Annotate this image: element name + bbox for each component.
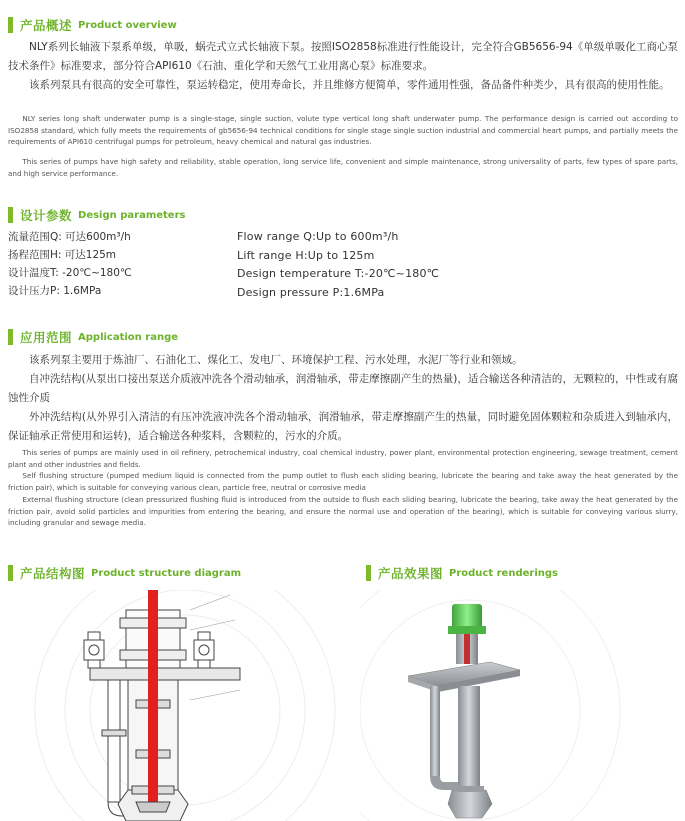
application-paragraph-cn-2: 自冲洗结构(从泵出口接出泵送介质液冲洗各个滑动轴承，润滑轴承，带走摩擦副产生的热量)，适合输送各种清洁的，无颗粒的，中性或有腐蚀性介质 <box>8 373 678 404</box>
product-rendering <box>360 590 685 821</box>
section-marker <box>8 329 13 345</box>
section-marker <box>8 565 13 581</box>
product-rendering-svg <box>360 590 685 821</box>
section-marker <box>8 207 13 223</box>
structure-title-en: Product structure diagram <box>91 567 242 579</box>
renderings-header <box>366 564 558 582</box>
param-temperature-cn: 设计温度T: -20℃~180℃ <box>8 267 132 279</box>
pump-shaft <box>148 590 158 805</box>
application-title-cn: 应用范围 <box>20 330 73 345</box>
design-params-cn <box>8 228 132 300</box>
param-lift-en: Lift range H:Up to 125m <box>237 248 375 262</box>
application-title-en: Application range <box>78 331 179 343</box>
param-flow-cn: 流量范围Q: 可达600m³/h <box>8 231 131 243</box>
param-pressure-cn: 设计压力P: 1.6MPa <box>8 285 102 297</box>
section-marker <box>8 17 13 33</box>
design-header <box>8 206 185 224</box>
param-temperature-en: Design temperature T:-20℃~180℃ <box>237 267 440 280</box>
overview-paragraph-en-2: This series of pumps have high safety and reliability, stable operation, long service life, convenient and simple maintenance, strong universality of parts, few types of spare parts, and high service performance. <box>8 157 678 178</box>
structure-header <box>8 564 241 582</box>
renderings-title-en: Product renderings <box>449 567 558 579</box>
param-lift-cn: 扬程范围H: 可达125m <box>8 249 117 261</box>
application-paragraph-en-3: External flushing structure (clean pressurized flushing fluid is introduced from the outside to flush each sliding bearing, lubricate the bearing, take away the heat generated by the friction pair, avoid solid particles and impurities from entering the bearing, and ensure the normal use and operation of the bearing), which is suitable for conveying various slurry, including granular and sewage media. <box>8 495 678 528</box>
structure-diagram <box>20 590 340 821</box>
application-paragraph-en-2: Self flushing structure (pumped medium liquid is connected from the pump outlet to flush each sliding bearing, lubricate the bearing and take away the heat generated by the friction pair), which is suitable for conveying various clean, particle free, neutral or corrosive media <box>8 471 678 492</box>
overview-paragraph-en-1: NLY series long shaft underwater pump is a single-stage, single suction, volute type vertical long shaft underwater pump. The performance design is carried out according to ISO2858 standard, which fully meets the requirements of gb5656-94 technical conditions for single stage single suction industrial and commercial heart pumps, and partially meets the requirements of API610 centrifugal pumps for petroleum, heavy chemical and natural gas industries. <box>8 114 678 147</box>
section-marker <box>366 565 371 581</box>
application-paragraph-cn-1: 该系列泵主要用于炼油厂、石油化工、煤化工、发电厂、环境保护工程、污水处理，水泥厂等行业和领域。 <box>29 354 523 366</box>
design-title-en: Design parameters <box>78 209 186 221</box>
overview-title-cn: 产品概述 <box>20 18 73 33</box>
param-flow-en: Flow range Q:Up to 600m³/h <box>237 230 399 243</box>
param-pressure-en: Design pressure P:1.6MPa <box>237 285 385 299</box>
structure-diagram-svg <box>20 590 340 821</box>
overview-header <box>8 16 177 34</box>
overview-paragraph-cn-1: NLY系列长轴液下泵系单级，单吸，蜗壳式立式长轴液下泵。按照ISO2858标准进行性能设计，完全符合GB5656-94《单级单吸化工商心泵技术条件》标准要求，部分符合API610《石油、重化学和天然气工业用离心泵》标准要求。 <box>8 41 678 72</box>
application-paragraph-en-1: This series of pumps are mainly used in oil refinery, petrochemical industry, coal chemical industry, power plant, environmental protection engineering, sewage treatment, cement plant and other industries and fields. <box>8 448 678 469</box>
application-paragraph-cn-3: 外冲洗结构(从外界引入清洁的有压冲洗液冲洗各个滑动轴承，润滑轴承，带走摩擦副产生的热量，同时避免固体颗粒和杂质进入到轴承内，保证轴承正常使用和运转)，适合输送各种浆料，含颗粒的，污水的介质。 <box>8 411 678 442</box>
renderings-title-cn: 产品效果图 <box>378 566 444 581</box>
overview-title-en: Product overview <box>78 19 177 31</box>
structure-title-cn: 产品结构图 <box>20 566 86 581</box>
overview-paragraph-cn-2: 该系列泵具有很高的安全可靠性，泵运转稳定，使用寿命长，并且维修方便简单，零件通用性强，备品备件种类少，具有很高的使用性能。 <box>29 79 670 91</box>
application-header <box>8 328 178 346</box>
design-title-cn: 设计参数 <box>20 208 73 223</box>
design-params-en <box>237 228 439 302</box>
